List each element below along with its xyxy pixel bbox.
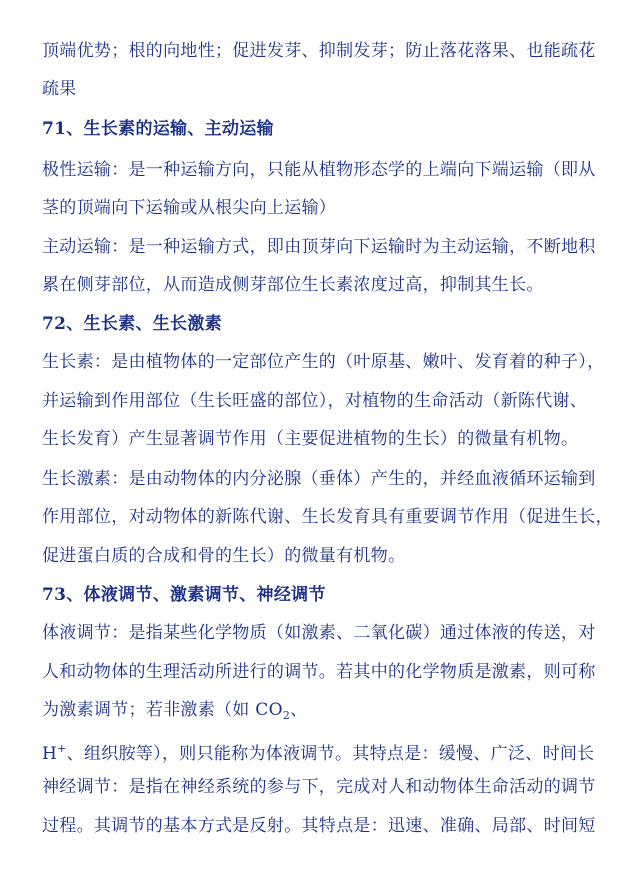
text-segment: 为激素调节；若非激素（如 CO	[42, 700, 283, 720]
text-line: 体液调节：是指某些化学物质（如激素、二氧化碳）通过体液的传送，对	[42, 623, 596, 643]
text-line: 生长发育）产生显著调节作用（主要促进植物的生长）的微量有机物。	[42, 429, 579, 449]
subscript-2: 2	[282, 709, 291, 722]
text-line: 生长激素：是由动物体的内分泌腺（垂体）产生的，并经血液循环运输到	[42, 469, 596, 489]
text-line: 疏果	[42, 79, 77, 99]
section-heading-71: 71、生长素的运输、主动运输	[42, 119, 274, 139]
text-line: 主动运输：是一种运输方式，即由顶芽向下运输时为主动运输，不断地积	[42, 237, 596, 257]
text-line: 作用部位，对动物体的新陈代谢、生长发育具有重要调节作用（促进生长，	[42, 507, 613, 527]
section-heading-73: 73、体液调节、激素调节、神经调节	[42, 585, 326, 605]
text-line: 生长素：是由植物体的一定部位产生的（叶原基、嫩叶、发育着的种子），	[42, 352, 605, 372]
text-line	[42, 731, 594, 767]
text-line: 顶端优势；根的向地性；促进发芽、抑制发芽；防止落花落果、也能疏花	[42, 41, 596, 61]
text-segment: 、组织胺等），则只能称为体液调节。其特点是：缓慢、广泛、时间长	[66, 744, 595, 764]
text-segment: H	[42, 744, 58, 764]
text-line	[42, 692, 307, 728]
text-line: 极性运输：是一种运输方向，只能从植物形态学的上端向下端运输（即从	[42, 160, 596, 180]
text-line: 并运输到作用部位（生长旺盛的部位），对植物的生命活动（新陈代谢、	[42, 391, 588, 411]
superscript-plus: +	[57, 742, 67, 755]
text-line: 促进蛋白质的合成和骨的生长）的微量有机物。	[42, 546, 406, 566]
section-heading-72: 72、生长素、生长激素	[42, 314, 222, 334]
text-segment: 、	[290, 700, 308, 720]
text-line: 茎的顶端向下运输或从根尖向上运输）	[42, 198, 337, 218]
text-line: 过程。其调节的基本方式是反射。其特点是：迅速、准确、局部、时间短	[42, 816, 596, 836]
text-line: 人和动物体的生理活动所进行的调节。若其中的化学物质是激素，则可称	[42, 662, 596, 682]
text-line: 累在侧芽部位，从而造成侧芽部位生长素浓度过高，抑制其生长。	[42, 275, 544, 295]
text-line: 神经调节：是指在神经系统的参与下，完成对人和动物体生命活动的调节	[42, 777, 596, 797]
